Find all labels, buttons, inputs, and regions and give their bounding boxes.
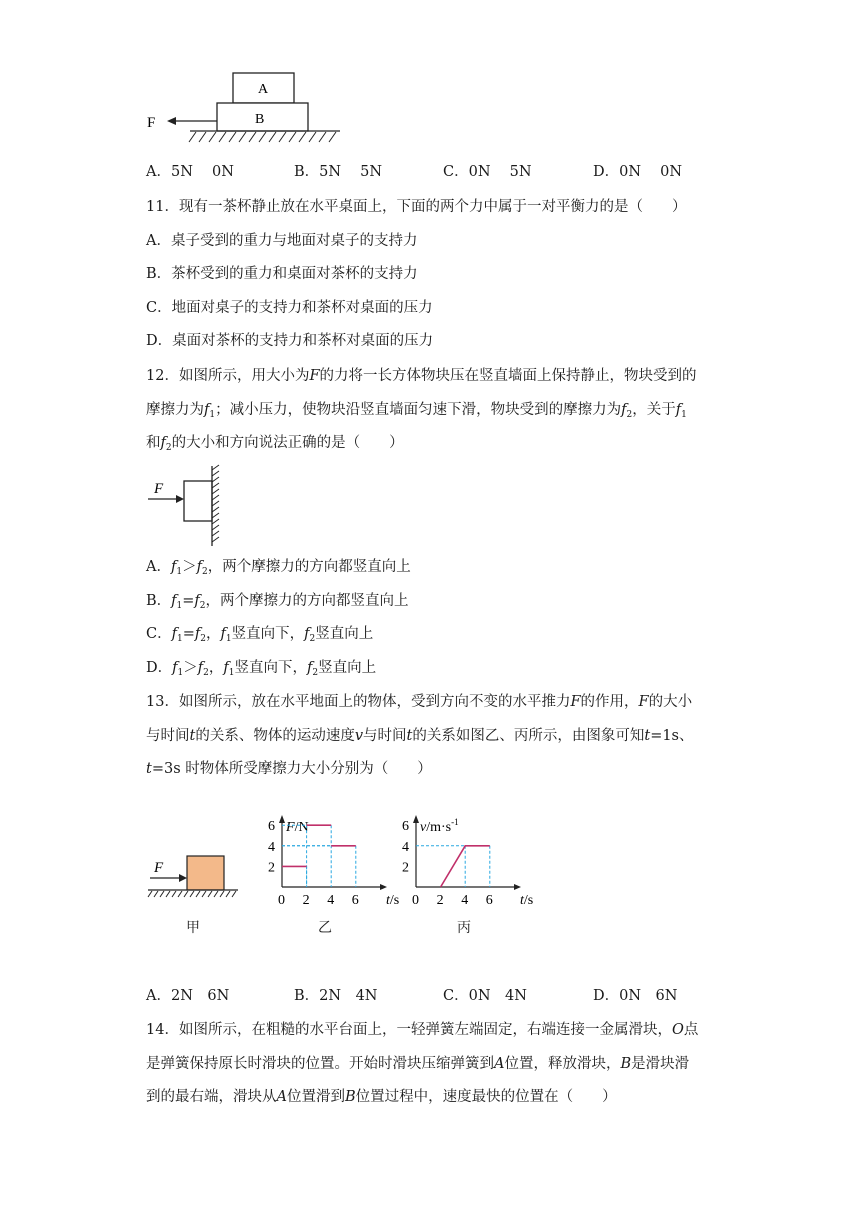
x-axis-arrow	[380, 884, 387, 890]
q13-option-c[interactable]: C．0N 4N	[443, 988, 527, 1004]
q12-option-d[interactable]: D．$f_1>f_2$，$f_1$竖直向下，$f_2$竖直向上	[146, 660, 377, 678]
block-a-label: A	[258, 82, 269, 97]
q13-stem-line2: 与时间t的关系、物体的运动速度v与时间t的关系如图乙、丙所示，由图象可知t=1s、	[146, 728, 694, 744]
q11-option-c[interactable]: C．地面对桌子的支持力和茶杯对桌面的压力	[146, 300, 433, 316]
box	[187, 856, 224, 890]
q13-stem-line3: t=3s 时物体所受摩擦力大小分别为（ ）	[146, 761, 432, 777]
q13-chart-yi	[262, 815, 402, 910]
x-axis-label: t/s	[520, 893, 534, 908]
caption-yi: 乙	[318, 920, 332, 936]
y-axis-arrow	[413, 815, 419, 823]
q12-figure	[140, 460, 240, 550]
y-axis-label: $v/m\cdot s^{-1}$	[420, 817, 459, 835]
x-tick-label: 2	[302, 893, 310, 908]
caption-jia: 甲	[186, 920, 200, 936]
q12-option-a[interactable]: A．$f_1>f_2$，两个摩擦力的方向都竖直向上	[146, 559, 411, 577]
x-tick-label: 2	[436, 893, 444, 908]
x-tick-label: 6	[351, 893, 359, 908]
q11-option-d[interactable]: D．桌面对茶杯的支持力和茶杯对桌面的压力	[146, 333, 434, 349]
q12-stem-line3: 和$f_2$的大小和方向说法正确的是（ ）	[146, 435, 404, 453]
q10-option-b[interactable]: B．5N 5N	[294, 164, 383, 180]
q13-option-d[interactable]: D．0N 6N	[593, 988, 678, 1004]
x-tick-label: 6	[485, 893, 493, 908]
y-axis-label: F/N	[286, 820, 309, 835]
y-tick-label: 6	[402, 819, 409, 835]
q11-option-b[interactable]: B．茶杯受到的重力和桌面对茶杯的支持力	[146, 266, 418, 282]
q12-stem-line2: 摩擦力为$f_1$；减小压力，使物块沿竖直墙面匀速下滑，物块受到的摩擦力为$f_2$，关于$f_1$	[146, 402, 687, 420]
q10-figure	[140, 66, 350, 148]
x-tick-label: 4	[327, 893, 335, 908]
block-b-label: B	[255, 112, 265, 127]
x-tick-label: 0	[278, 893, 285, 908]
q14-stem-line2: 是弹簧保持原长时滑块的位置。开始时滑块压缩弹簧到A位置，释放滑块，B是滑块滑	[146, 1056, 690, 1072]
q12-option-b[interactable]: B．$f_1=f_2$，两个摩擦力的方向都竖直向上	[146, 593, 409, 611]
q10-option-c[interactable]: C．0N 5N	[443, 164, 532, 180]
y-tick-label: 2	[268, 860, 275, 876]
q12-stem-line1: 12．如图所示，用大小为F的力将一长方体物块压在竖直墙面上保持静止，物块受到的	[146, 368, 697, 384]
y-axis-arrow	[279, 815, 285, 823]
q13-figure-jia	[140, 850, 240, 898]
q10-option-a[interactable]: A．5N 0N	[146, 164, 234, 180]
caption-bing: 丙	[457, 920, 471, 936]
wall-block	[184, 481, 212, 521]
x-axis-label: t/s	[386, 893, 400, 908]
x-tick-label: 4	[461, 893, 469, 908]
y-tick-label: 6	[268, 819, 275, 835]
q13-option-b[interactable]: B．2N 4N	[294, 988, 378, 1004]
y-tick-label: 4	[268, 839, 275, 855]
q11-stem: 11．现有一茶杯静止放在水平桌面上，下面的两个力中属于一对平衡力的是（ ）	[146, 199, 687, 215]
y-tick-label: 4	[402, 839, 409, 855]
x-tick-label: 0	[412, 893, 419, 908]
q10-option-d[interactable]: D．0N 0N	[593, 164, 683, 180]
q14-stem-line3: 到的最右端，滑块从A位置滑到B位置过程中，速度最快的位置在（ ）	[146, 1089, 617, 1105]
q13-option-a[interactable]: A．2N 6N	[146, 988, 230, 1004]
q13-chart-bing	[396, 815, 536, 910]
force-label: F	[154, 860, 164, 876]
y-tick-label: 2	[402, 860, 409, 876]
q13-stem-line1: 13．如图所示，放在水平地面上的物体，受到方向不变的水平推力F的作用，F的大小	[146, 694, 693, 710]
force-label: F	[147, 115, 156, 131]
q12-option-c[interactable]: C．$f_1=f_2$，$f_1$竖直向下，$f_2$竖直向上	[146, 626, 374, 644]
x-axis-arrow	[514, 884, 521, 890]
q14-stem-line1: 14．如图所示，在粗糙的水平台面上，一轻弹簧左端固定，右端连接一金属滑块，O点	[146, 1022, 699, 1038]
force-label: F	[154, 481, 164, 497]
q11-option-a[interactable]: A．桌子受到的重力与地面对桌子的支持力	[146, 233, 418, 249]
